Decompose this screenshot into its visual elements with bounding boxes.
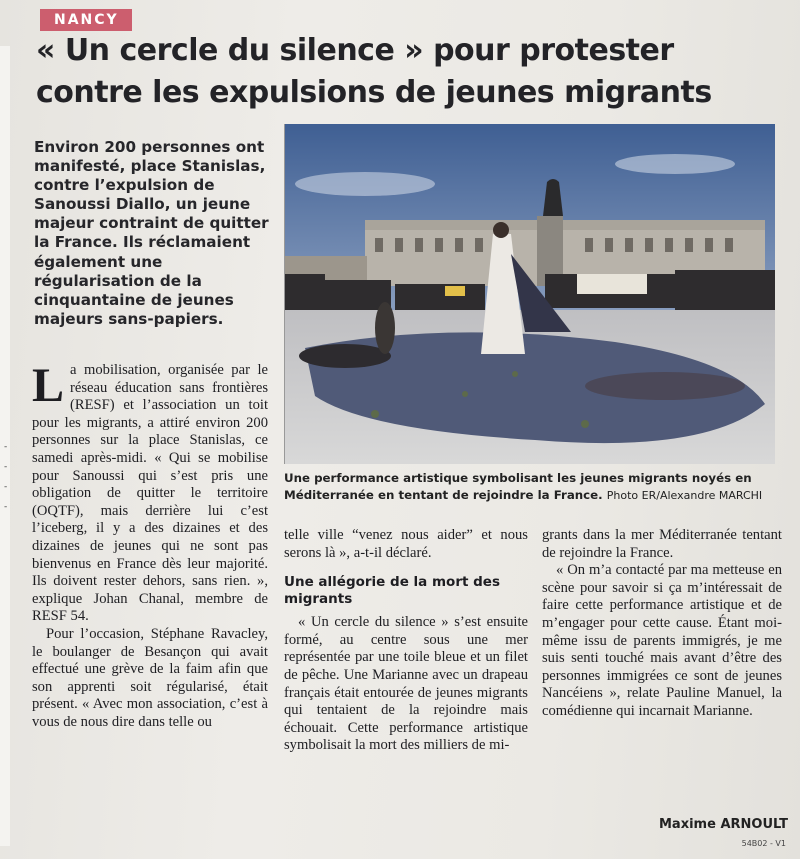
photo-caption — [284, 470, 784, 504]
drop-cap: L — [32, 359, 65, 412]
caption-text: Une performance artistique symbolisant les jeunes migrants noyés en Méditerranée en tentant de rejoindre la France. — [284, 471, 752, 502]
intertitle: Une allégorie de la mort des migrants — [284, 574, 500, 608]
byline: Maxime ARNOULT — [659, 817, 788, 832]
column-1-paragraph-1 — [32, 359, 268, 626]
article-photo — [284, 124, 775, 464]
article-column-2 — [284, 527, 528, 755]
article-column-3 — [542, 527, 782, 721]
article-column-1 — [32, 359, 268, 731]
column-1-paragraph-2: Pour l’occasion, Stéphane Ravacley, le boulanger de Besançon qui avait effectué une grève de la faim afin que son apprenti soit régularisé, était présent. « Avec mon association, c’est à vous de nous dire dans telle ou — [32, 625, 268, 730]
column-3-paragraph-1: grants dans la mer Méditerranée tentant de rejoindre la France. — [542, 527, 782, 561]
lead-paragraph: Environ 200 personnes ont manifesté, place Stanislas, contre l’expulsion de Sanoussi Diallo, un jeune majeur contraint de quitter la France. Ils réclamaient également une régularisation de la cinquantaine de jeunes majeurs sans-papiers. — [34, 138, 269, 328]
column-3-paragraph-2: « On m’a contacté par ma metteuse en scène pour savoir si ça m’intéressait de faire cette performance artistique et de m’engager pour cette cause. Étant moi-même issu de parents immigrés, je me suis senti touché mais avant d’être des personnes immigrées ce sont de jeunes Nancéiens », relate Pauline Manuel, la comédienne qui incarnait Marianne. — [542, 562, 782, 719]
column-2-paragraph-1: telle ville “venez nous aider” et nous serons là », a-t-il déclaré. — [284, 527, 528, 561]
section-rubric: NANCY — [40, 9, 132, 31]
page-reference: 54B02 - V1 — [741, 839, 786, 848]
adjacent-page-edge: - - - - — [0, 46, 10, 846]
headline: « Un cercle du silence » pour protester contre les expulsions de jeunes migrants — [36, 33, 712, 110]
column-1-text-1: a mobilisation, organisée par le réseau éducation sans frontières (RESF) et l’association un toit pour les migrants, a attiré environ 200 personnes sur la place Stanislas, ce samedi après-midi. « Qui se mobilise pour Sanoussi qui s’est pris une obligation de quitter le territoire (OQTF), mais derrière lui c’est l’iceberg, il y a des dizaines et des dizaines de jeunes qui ne sont pas bienvenus en France dès leur majorité. Ils doivent rester dehors, sans rien. », explique Johan Chanal, membre de RESF 54. — [32, 362, 268, 625]
photo-credit: Photo ER/Alexandre MARCHI — [606, 489, 763, 502]
photo-illustration — [285, 124, 775, 464]
column-2-paragraph-2: « Un cercle du silence » s’est ensuite formé, au centre sous une mer représentée par une toile bleue et un filet de pêche. Une Marianne avec un drapeau français était entourée de jeunes migrants qui tentaient de la rejoindre mais échouait. Cette performance artistique symbolisait la mort des milliers de mi- — [284, 614, 528, 754]
